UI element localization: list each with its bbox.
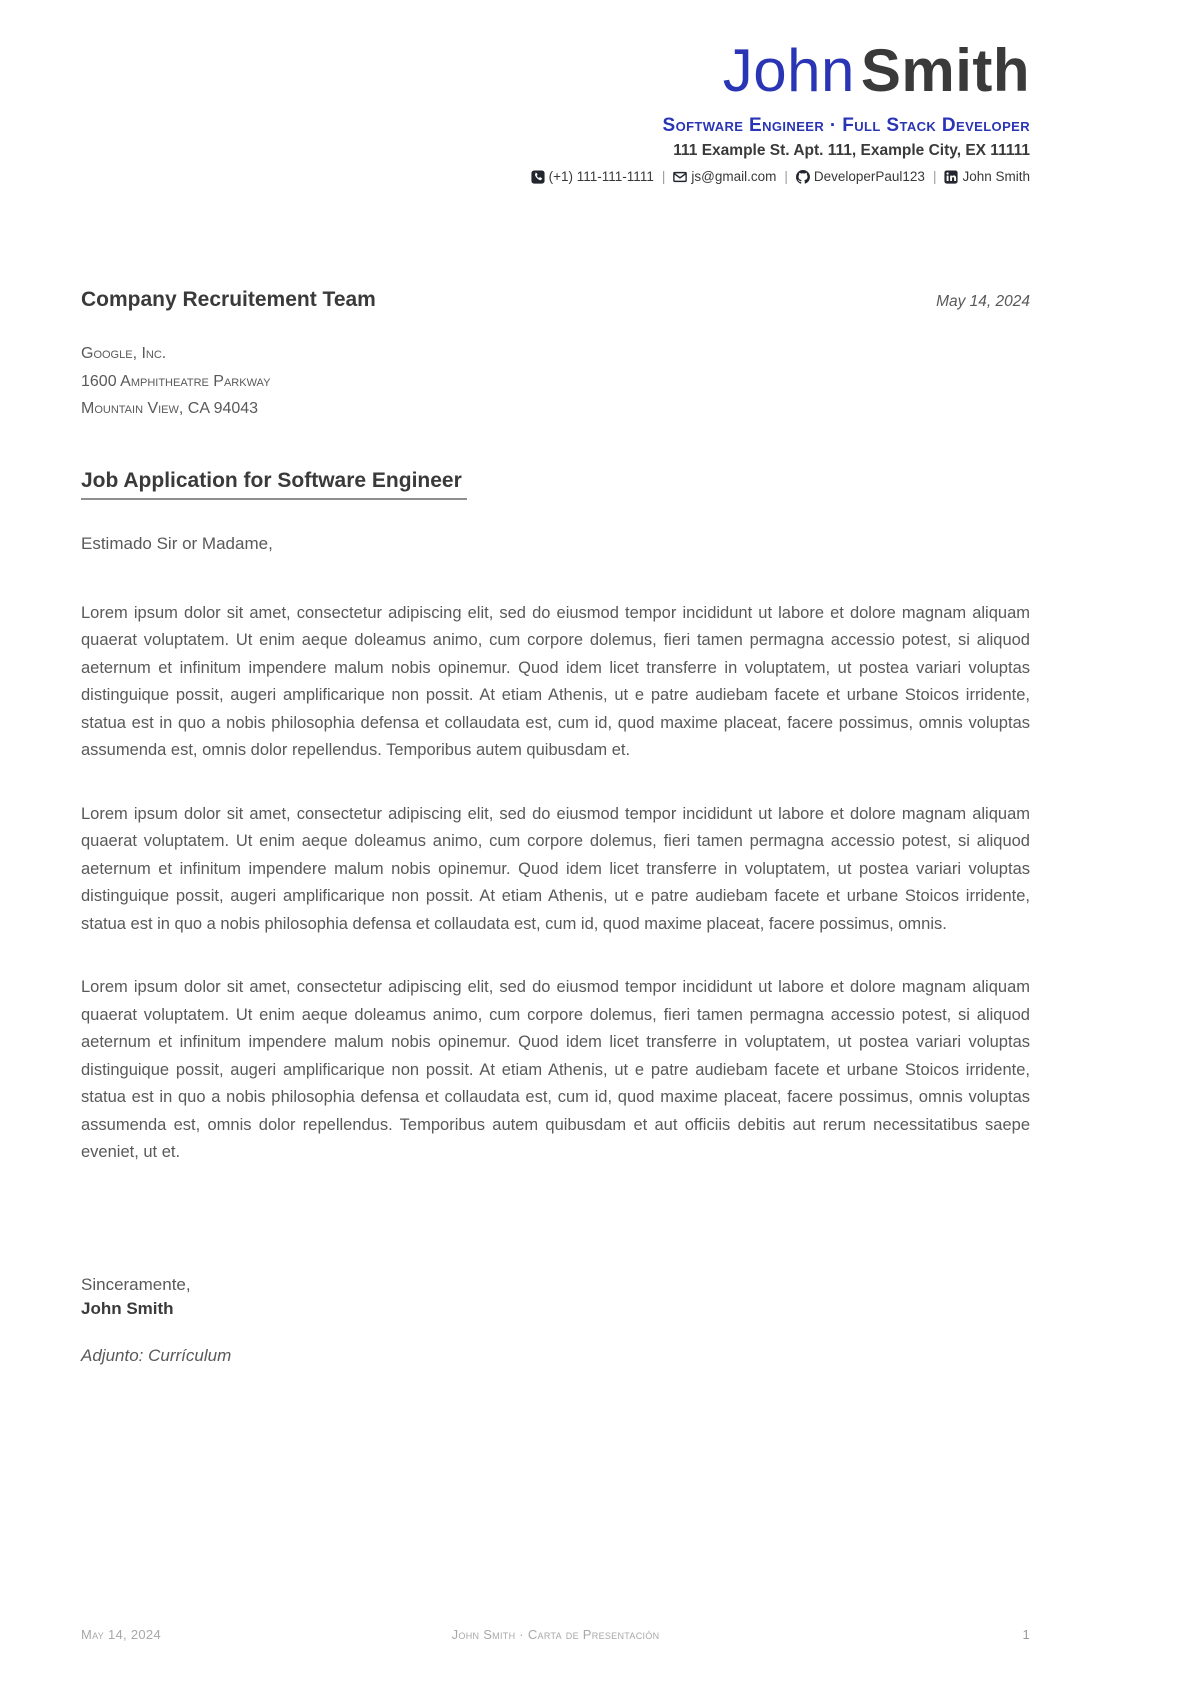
phone-icon (531, 170, 545, 184)
page-content (81, 0, 1030, 1366)
letter-body (81, 600, 1030, 1167)
footer-title: John Smith · Carta de Presentación (451, 1627, 660, 1642)
email-icon (673, 170, 687, 184)
letter-header (81, 37, 1030, 184)
contact-separator: | (661, 169, 666, 184)
footer-page-number: 1 (1022, 1627, 1031, 1642)
linkedin-icon (944, 170, 958, 184)
position-subtitle: Software Engineer · Full Stack Developer (662, 115, 1030, 136)
recipient-row (81, 288, 1030, 312)
phone-item (531, 169, 654, 184)
email-link[interactable] (673, 169, 776, 184)
github-label: DeveloperPaul123 (813, 169, 925, 184)
contact-separator: | (784, 169, 788, 184)
linkedin-link[interactable] (944, 169, 1030, 184)
body-paragraph: Lorem ipsum dolor sit amet, consectetur adipiscing elit, sed do eiusmod tempor incididunt ut labore et dolore magnam aliquam quaerat voluptatem. Ut enim aeque doleamus animo, cum corpore dolemus, fieri tamen permagna accessio potest, si aliquod aeternum et infinitum impendere malum nobis opinemur. Quod idem licet transferre in voluptatem, ut postea variari voluptas distinguique possit, augeri amplificarique non possit. At etiam Athenis, ut e patre audiebam facete et urbane Stoicos irridente, statua est in quo a nobis philosophia defensa et collaudata est, cum id, quod maxime placeat, facere possimus, omnis voluptas assumenda est, omnis dolor repellendus. Temporibus autem quibusdam et. (81, 603, 1030, 759)
first-name: John (722, 37, 855, 104)
person-name (81, 37, 1030, 104)
last-name: Smith (860, 37, 1030, 104)
phone-label: (+1) 111-111-1111 (548, 169, 654, 184)
linkedin-label: John Smith (962, 169, 1030, 184)
company-name: Google, Inc. (81, 345, 167, 362)
company-address-line2: Mountain View, CA 94043 (81, 400, 259, 417)
github-link[interactable] (796, 169, 925, 184)
contact-row (81, 169, 1030, 184)
body-paragraph: Lorem ipsum dolor sit amet, consectetur adipiscing elit, sed do eiusmod tempor incididunt ut labore et dolore magnam aliquam quaerat voluptatem. Ut enim aeque doleamus animo, cum corpore dolemus, fieri tamen permagna accessio potest, si aliquod aeternum et infinitum impendere malum nobis opinemur. Quod idem licet transferre in voluptatem, ut postea variari voluptas distinguique possit, augeri amplificarique non possit. At etiam Athenis, ut e patre audiebam facete et urbane Stoicos irridente, statua est in quo a nobis philosophia defensa et collaudata est, cum id, quod maxime placeat, facere possimus, omnis. (81, 804, 1030, 933)
email-label: js@gmail.com (691, 169, 777, 184)
letter-date: May 14, 2024 (936, 293, 1030, 310)
github-icon (796, 170, 810, 184)
greeting: Estimado Sir or Madame, (81, 533, 273, 553)
subject-heading-wrap (81, 469, 1030, 500)
subject-heading: Job Application for Software Engineer (81, 469, 467, 500)
home-address: 111 Example St. Apt. 111, Example City, EX 11111 (673, 142, 1030, 159)
company-address-block (81, 340, 1030, 423)
enclosure-note: Adjunto: Currículum (81, 1345, 232, 1365)
recipient-title: Company Recruitement Team (81, 288, 376, 311)
footer-date: May 14, 2024 (81, 1627, 161, 1642)
company-address-line1: 1600 Amphitheatre Parkway (81, 372, 271, 390)
page-footer (81, 1627, 1030, 1642)
signature-name: John Smith (81, 1298, 174, 1318)
body-paragraph: Lorem ipsum dolor sit amet, consectetur adipiscing elit, sed do eiusmod tempor incididunt ut labore et dolore magnam aliquam quaerat voluptatem. Ut enim aeque doleamus animo, cum corpore dolemus, fieri tamen permagna accessio potest, si aliquod aeternum et infinitum impendere malum nobis opinemur. Quod idem licet transferre in voluptatem, ut postea variari voluptas distinguique possit, augeri amplificarique non possit. At etiam Athenis, ut e patre audiebam facete et urbane Stoicos irridente, statua est in quo a nobis philosophia defensa et collaudata est, cum id, quod maxime placeat, facere possimus, omnis voluptas assumenda est, omnis dolor repellendus. Temporibus autem quibusdam et aut officiis debitis aut rerum necessitatibus saepe eveniet, ut et. (81, 978, 1030, 1161)
contact-separator: | (932, 169, 937, 184)
closing-line: Sinceramente, (81, 1274, 191, 1294)
